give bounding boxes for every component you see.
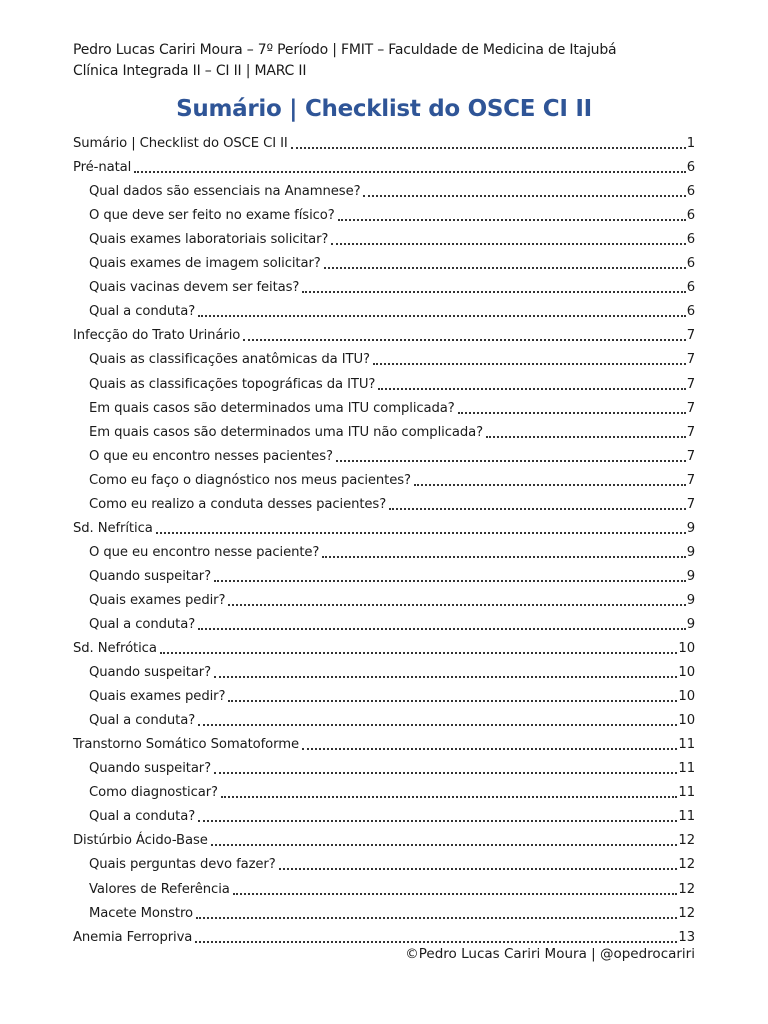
toc-entry-label: Pré-natal (73, 160, 132, 176)
toc-subentry[interactable] (73, 898, 695, 922)
toc-subentry[interactable] (73, 176, 695, 200)
dot-leader (214, 772, 677, 774)
toc-page-number: 6 (686, 208, 695, 224)
toc-entry-label: Infecção do Trato Urinário (73, 328, 241, 344)
dot-leader (373, 363, 686, 365)
dot-leader (302, 748, 677, 750)
dot-leader (279, 868, 678, 870)
toc-entry-label: Sd. Nefrítica (73, 520, 153, 536)
toc-page-number: 10 (678, 665, 695, 681)
page-title: Sumário | Checklist do OSCE CI II (176, 96, 592, 122)
toc-page-number: 6 (686, 184, 695, 200)
toc-entry-label: Como eu faço o diagnóstico nos meus pacientes? (89, 472, 411, 488)
toc-page-number: 10 (678, 713, 695, 729)
page-footer: ©Pedro Lucas Cariri Moura | @opedrocariri (405, 946, 695, 962)
toc-entry-label: Qual dados são essenciais na Anamnese? (89, 184, 361, 200)
toc-subentry[interactable] (73, 681, 695, 705)
dot-leader (243, 339, 685, 341)
toc-subentry[interactable] (73, 705, 695, 729)
toc-entry[interactable] (73, 513, 695, 537)
dot-leader (486, 436, 686, 438)
toc-entry-label: Quando suspeitar? (89, 665, 212, 681)
header-course-line: Clínica Integrada II – CI II | MARC II (73, 63, 307, 79)
toc-page-number: 9 (686, 592, 695, 608)
toc-subentry[interactable] (73, 657, 695, 681)
dot-leader (363, 195, 685, 197)
toc-entry-label: Quais exames pedir? (89, 592, 226, 608)
toc-entry-label: Quais exames pedir? (89, 689, 226, 705)
toc-page-number: 7 (686, 496, 695, 512)
toc-entry-label: O que eu encontro nesse paciente? (89, 544, 320, 560)
toc-page-number: 7 (686, 376, 695, 392)
toc-page-number: 13 (678, 929, 695, 945)
dot-leader (331, 243, 685, 245)
dot-leader (228, 700, 677, 702)
toc-subentry[interactable] (73, 873, 695, 897)
toc-entry-label: Valores de Referência (89, 881, 230, 897)
dot-leader (134, 171, 686, 173)
dot-leader (322, 556, 685, 558)
toc-page-number: 6 (686, 232, 695, 248)
toc-entry-label: Distúrbio Ácido-Base (73, 833, 208, 849)
dot-leader (198, 820, 677, 822)
toc-entry[interactable] (73, 825, 695, 849)
toc-entry-label: O que eu encontro nesses pacientes? (89, 448, 333, 464)
toc-page-number: 12 (678, 881, 695, 897)
toc-subentry[interactable] (73, 344, 695, 368)
toc-page-number: 7 (686, 328, 695, 344)
toc-page-number: 9 (686, 544, 695, 560)
toc-subentry[interactable] (73, 368, 695, 392)
toc-page-number: 11 (678, 737, 695, 753)
toc-subentry[interactable] (73, 465, 695, 489)
toc-page-number: 11 (678, 809, 695, 825)
toc-page-number: 6 (686, 304, 695, 320)
toc-entry-label: Sumário | Checklist do OSCE CI II (73, 136, 288, 152)
dot-leader (198, 628, 686, 630)
toc-subentry[interactable] (73, 224, 695, 248)
toc-entry[interactable] (73, 729, 695, 753)
toc-page-number: 7 (686, 424, 695, 440)
toc-entry-label: Em quais casos são determinados uma ITU não complicada? (89, 424, 483, 440)
toc-subentry[interactable] (73, 537, 695, 561)
toc-page-number: 1 (686, 136, 695, 152)
toc-subentry[interactable] (73, 801, 695, 825)
dot-leader (198, 315, 686, 317)
toc-entry-label: Qual a conduta? (89, 616, 196, 632)
toc-page-number: 12 (678, 905, 695, 921)
toc-entry-label: Transtorno Somático Somatoforme (73, 737, 299, 753)
toc-entry-label: Em quais casos são determinados uma ITU complicada? (89, 400, 455, 416)
toc-entry-label: Como diagnosticar? (89, 785, 218, 801)
dot-leader (233, 893, 678, 895)
toc-entry-label: Qual a conduta? (89, 713, 196, 729)
toc-entry-label: Macete Monstro (89, 905, 193, 921)
toc-subentry[interactable] (73, 849, 695, 873)
dot-leader (196, 917, 677, 919)
toc-page-number: 6 (686, 256, 695, 272)
dot-leader (414, 484, 686, 486)
toc-page-number: 7 (686, 448, 695, 464)
toc-entry-label: O que deve ser feito no exame físico? (89, 208, 335, 224)
toc-subentry[interactable] (73, 296, 695, 320)
toc-subentry[interactable] (73, 561, 695, 585)
toc-entry-label: Anemia Ferropriva (73, 929, 193, 945)
toc-page-number: 7 (686, 472, 695, 488)
toc-subentry[interactable] (73, 441, 695, 465)
dot-leader (160, 652, 678, 654)
toc-entry-label: Quais exames de imagem solicitar? (89, 256, 321, 272)
toc-entry[interactable] (73, 922, 695, 946)
toc-entry-label: Quais exames laboratoriais solicitar? (89, 232, 329, 248)
toc-page-number: 12 (678, 833, 695, 849)
dot-leader (338, 219, 686, 221)
toc-subentry[interactable] (73, 393, 695, 417)
dot-leader (389, 508, 686, 510)
dot-leader (302, 291, 685, 293)
dot-leader (458, 412, 686, 414)
dot-leader (195, 941, 677, 943)
toc-entry-label: Quando suspeitar? (89, 568, 212, 584)
dot-leader (221, 796, 677, 798)
toc-entry-label: Quais as classificações topográficas da ITU? (89, 376, 376, 392)
toc-subentry[interactable] (73, 585, 695, 609)
toc-entry-label: Sd. Nefrótica (73, 641, 157, 657)
toc-page-number: 6 (686, 160, 695, 176)
toc-subentry[interactable] (73, 777, 695, 801)
dot-leader (198, 724, 677, 726)
toc-subentry[interactable] (73, 489, 695, 513)
toc-subentry[interactable] (73, 417, 695, 441)
dot-leader (291, 147, 686, 149)
dot-leader (214, 676, 677, 678)
toc-page-number: 9 (686, 616, 695, 632)
toc-page-number: 7 (686, 352, 695, 368)
toc-entry-label: Qual a conduta? (89, 304, 196, 320)
toc-subentry[interactable] (73, 272, 695, 296)
toc-entry[interactable] (73, 633, 695, 657)
toc-page-number: 9 (686, 520, 695, 536)
dot-leader (156, 532, 686, 534)
toc-entry[interactable] (73, 128, 695, 152)
toc-entry-label: Quando suspeitar? (89, 761, 212, 777)
toc-page-number: 10 (678, 641, 695, 657)
dot-leader (214, 580, 686, 582)
toc-entry[interactable] (73, 152, 695, 176)
dot-leader (336, 460, 686, 462)
toc-subentry[interactable] (73, 200, 695, 224)
toc-page-number: 7 (686, 400, 695, 416)
toc-entry-label: Qual a conduta? (89, 809, 196, 825)
toc-entry[interactable] (73, 320, 695, 344)
toc-page-number: 10 (678, 689, 695, 705)
toc-entry-label: Quais perguntas devo fazer? (89, 857, 276, 873)
toc-subentry[interactable] (73, 753, 695, 777)
dot-leader (378, 388, 685, 390)
toc-entry-label: Como eu realizo a conduta desses pacientes? (89, 496, 387, 512)
toc-entry-label: Quais vacinas devem ser feitas? (89, 280, 300, 296)
header-author-line: Pedro Lucas Cariri Moura – 7º Período | FMIT – Faculdade de Medicina de Itajubá (73, 42, 617, 58)
toc-page-number: 12 (678, 857, 695, 873)
toc-subentry[interactable] (73, 609, 695, 633)
dot-leader (211, 844, 678, 846)
dot-leader (324, 267, 686, 269)
toc-page-number: 9 (686, 568, 695, 584)
toc-subentry[interactable] (73, 248, 695, 272)
toc-page-number: 11 (678, 785, 695, 801)
dot-leader (228, 604, 685, 606)
toc-entry-label: Quais as classificações anatômicas da ITU? (89, 352, 370, 368)
toc-page-number: 6 (686, 280, 695, 296)
toc-page-number: 11 (678, 761, 695, 777)
table-of-contents (73, 128, 695, 946)
